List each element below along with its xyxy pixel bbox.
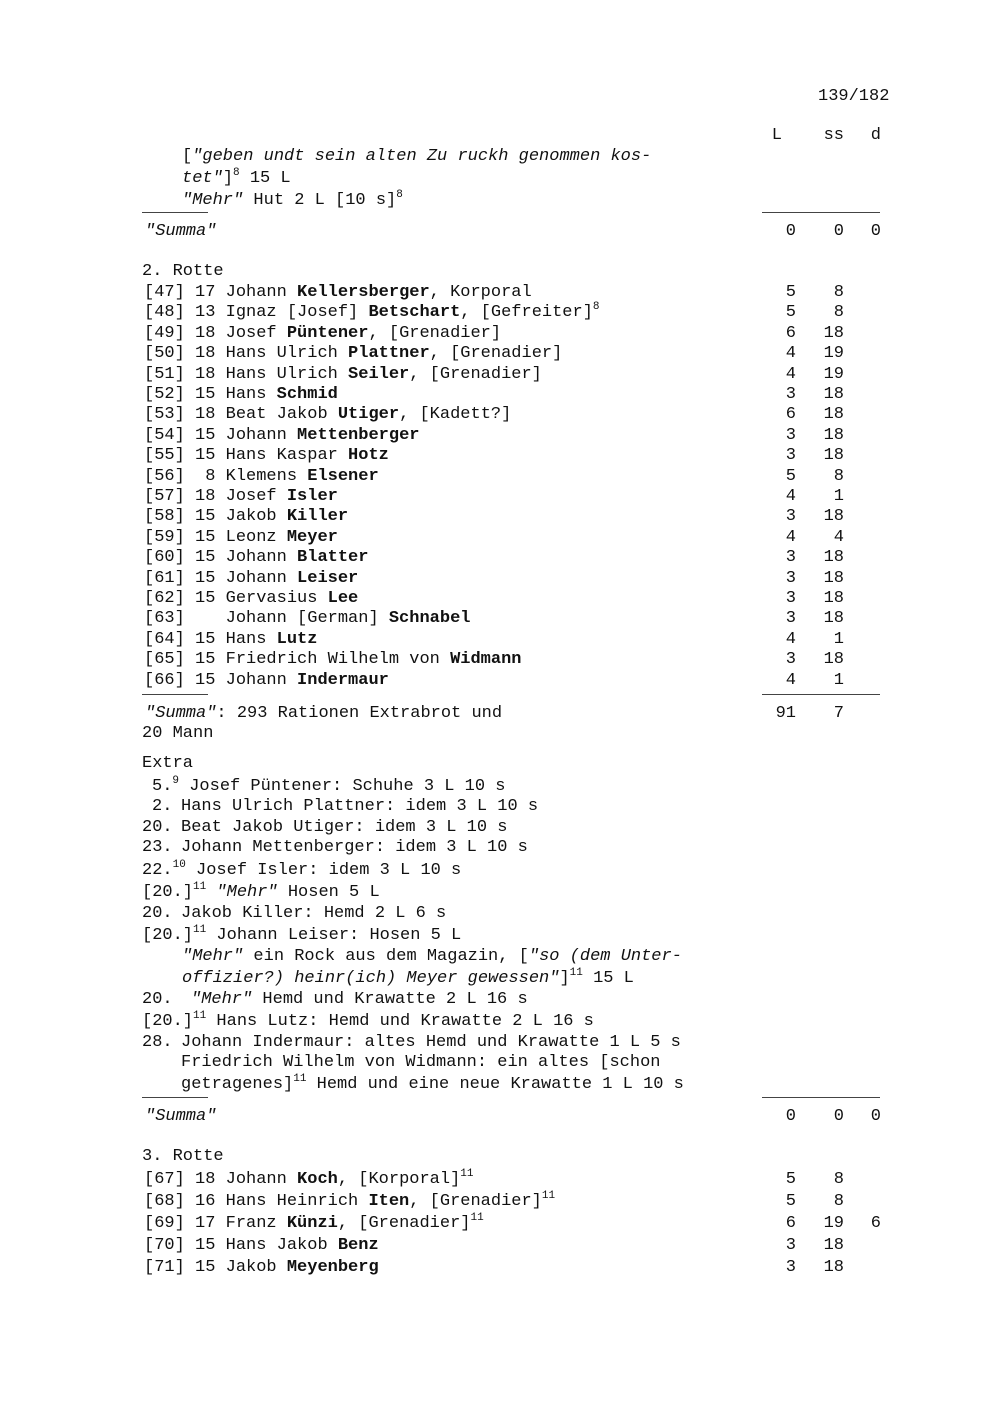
- value-l: 4: [785, 344, 796, 364]
- mehr-label: "Mehr": [182, 191, 244, 210]
- list-item: [144, 609, 470, 629]
- value-l: 3: [785, 1236, 796, 1255]
- extra-line-text: Hans Ulrich Plattner: idem 3 L 10 s: [181, 797, 539, 816]
- entry-first-name: Johann: [225, 670, 287, 690]
- list-item: [144, 405, 511, 425]
- value-ss: 4: [833, 527, 844, 547]
- entry-surname: Meyenberg: [286, 1258, 379, 1277]
- value-l: 4: [785, 487, 796, 506]
- page-number: 139/182: [818, 87, 890, 106]
- entry-first-name: Josef: [225, 487, 277, 506]
- list-item: [144, 671, 389, 691]
- extra-line: 23.: [142, 838, 173, 857]
- value-l: 3: [785, 650, 796, 670]
- entry-age: [195, 609, 215, 628]
- entry-first-name: Johann: [225, 568, 287, 588]
- value-l: 4: [785, 670, 796, 690]
- extra-line-text: Johann Mettenberger: idem 3 L 10 s: [181, 838, 528, 857]
- value-ss: 8: [833, 303, 844, 323]
- extra-line-text: "Mehr" Hemd und Krawatte 2 L 16 s: [191, 990, 528, 1009]
- value-ss: 1: [833, 670, 844, 690]
- value-ss: 8: [833, 1192, 844, 1211]
- entry-first-name: Friedrich Wilhelm von: [225, 650, 440, 670]
- col-header-d: d: [870, 126, 881, 145]
- entry-number: [50]: [144, 344, 185, 364]
- entry-first-name: Josef: [225, 323, 277, 343]
- entry-surname: Benz: [337, 1236, 379, 1255]
- list-item: [144, 650, 522, 670]
- summa-label: "Summa": [145, 704, 217, 723]
- entry-surname: Blatter: [297, 548, 369, 568]
- entry-age: 18: [195, 364, 216, 384]
- footnote-ref: 10: [172, 859, 186, 871]
- entry-age: 18: [195, 487, 216, 506]
- entry-surname: Plattner: [348, 344, 430, 364]
- entry-role: , Korporal: [429, 283, 532, 302]
- extra-line: 28.: [142, 1033, 173, 1052]
- amount: 15 L: [239, 169, 291, 188]
- intro-line-1: [182, 147, 651, 167]
- entry-number: [63]: [144, 609, 185, 629]
- entry-age: 18: [195, 1170, 216, 1189]
- value-l: 5: [785, 466, 796, 486]
- entry-number: [49]: [144, 323, 185, 343]
- entry-first-name: Hans Jakob: [225, 1236, 328, 1255]
- list-item: [144, 385, 338, 405]
- extra-line: 20.: [142, 990, 173, 1009]
- entry-surname: Utiger: [337, 405, 400, 425]
- value-l: 5: [785, 1192, 796, 1211]
- intro-line-2: [182, 169, 291, 189]
- entry-surname: Lee: [327, 589, 359, 608]
- value-ss: 18: [823, 589, 844, 608]
- list-item: [144, 630, 317, 650]
- entry-number: [54]: [144, 425, 185, 445]
- entry-first-name: Hans Heinrich: [225, 1192, 359, 1211]
- extra-line-text: Friedrich Wilhelm von Widmann: ein altes [schon: [181, 1053, 661, 1072]
- summa-label: "Summa": [145, 222, 217, 241]
- entry-surname: Hotz: [348, 446, 389, 466]
- value-l: 3: [785, 425, 796, 445]
- entry-number: [58]: [144, 507, 185, 527]
- entry-number: [51]: [144, 364, 185, 384]
- entry-number: [71]: [144, 1258, 185, 1277]
- footnote-ref: 11: [193, 1010, 207, 1022]
- value-l: 3: [785, 568, 796, 588]
- entry-age: 15: [195, 568, 216, 588]
- entry-number: [57]: [144, 487, 185, 506]
- divider-right: [762, 694, 880, 695]
- entry-surname: Betschart: [368, 303, 461, 323]
- entry-age: 15: [195, 425, 216, 445]
- value-l: 3: [785, 446, 796, 466]
- entry-number: [59]: [144, 527, 185, 547]
- footnote-ref: 8: [592, 301, 600, 314]
- entry-role: , [Gefreiter]: [460, 303, 593, 323]
- value-ss: 18: [823, 1236, 844, 1255]
- entry-age: 15: [195, 385, 216, 404]
- value-l: 5: [785, 1170, 796, 1189]
- extra-line-text: Jakob Killer: Hemd 2 L 6 s: [181, 904, 447, 923]
- summa-ss: 7: [833, 704, 844, 723]
- summa-2-line-1: [145, 704, 502, 724]
- entry-number: [52]: [144, 385, 185, 404]
- summa-2-line-2: 20 Mann: [142, 724, 214, 743]
- hut-text: Hut 2 L [10 s]: [243, 191, 397, 210]
- list-item: [144, 1192, 555, 1212]
- col-header-ss: ss: [823, 126, 844, 145]
- extra-line: 2.: [152, 797, 173, 816]
- entry-first-name: Hans Kaspar: [225, 446, 338, 466]
- entry-role: , [Kadett?]: [399, 405, 512, 425]
- value-l: 3: [785, 548, 796, 568]
- entry-number: [48]: [144, 303, 185, 323]
- entry-first-name: Beat Jakob: [225, 405, 328, 425]
- list-item: [144, 446, 389, 466]
- value-ss: 19: [823, 364, 844, 384]
- summa-label: "Summa": [145, 1107, 217, 1126]
- entry-role: , [Grenadier]: [409, 364, 542, 384]
- entry-surname: Püntener: [286, 323, 369, 343]
- entry-age: 18: [195, 344, 216, 364]
- summa-d: 0: [870, 222, 881, 241]
- entry-age: 15: [195, 1258, 216, 1277]
- entry-role: , [Korporal]: [337, 1170, 461, 1189]
- entry-first-name: Johann: [225, 1170, 287, 1189]
- entry-surname: Kellersberger: [297, 283, 430, 302]
- entry-age: 13: [195, 303, 216, 323]
- entry-number: [66]: [144, 670, 185, 690]
- entry-number: [65]: [144, 650, 185, 670]
- section-title-extra: Extra: [142, 754, 194, 773]
- entry-surname: Elsener: [307, 466, 379, 486]
- value-l: 3: [785, 589, 796, 608]
- extra-line: $[20.]^{11}$ Hans Lutz: Hemd und Krawatte 2 L 16 s: [142, 1010, 594, 1031]
- list-item: [144, 303, 600, 323]
- footnote-ref: 8: [233, 167, 240, 179]
- list-item: [144, 426, 419, 446]
- value-ss: 18: [823, 446, 844, 466]
- entry-first-name: Hans Ulrich: [225, 364, 338, 384]
- entry-role: , [Grenadier]: [337, 1214, 471, 1233]
- value-ss: 18: [823, 405, 844, 425]
- entry-surname: Lutz: [276, 629, 318, 649]
- entry-number: [70]: [144, 1236, 185, 1255]
- entry-surname: Killer: [286, 507, 349, 527]
- extra-line: $[20.]^{11}$ Johann Leiser: Hosen 5 L: [142, 924, 462, 945]
- entry-age: 17: [195, 283, 216, 302]
- quote-text: "geben undt sein alten Zu ruckh genommen kos-: [192, 147, 652, 166]
- entry-first-name: Jakob: [225, 507, 277, 527]
- list-item: [144, 569, 358, 589]
- list-item: [144, 283, 532, 303]
- footnote-ref: 11: [293, 1073, 307, 1085]
- entry-number: [47]: [144, 283, 185, 302]
- quote-text-end: tet": [182, 169, 223, 188]
- extra-line: 5.$^9$ Josef Püntener: Schuhe 3 L 10 s: [152, 775, 506, 796]
- entry-first-name: Hans: [225, 385, 267, 404]
- close-bracket: ]: [222, 169, 234, 188]
- entry-first-name: Hans: [225, 629, 267, 649]
- entry-first-name: Jakob: [225, 1258, 277, 1277]
- value-ss: 19: [823, 344, 844, 364]
- list-item: [144, 548, 368, 568]
- list-item: [144, 1170, 473, 1190]
- entry-role: , [Grenadier]: [429, 344, 563, 364]
- entry-age: 15: [195, 1236, 216, 1255]
- divider-left: [142, 1097, 208, 1098]
- entry-number: [60]: [144, 548, 185, 568]
- footnote-ref: 8: [396, 189, 403, 201]
- list-item: [144, 1258, 379, 1278]
- footnote-ref: 11: [541, 1190, 556, 1202]
- value-l: 5: [785, 303, 796, 323]
- value-ss: 18: [823, 323, 844, 343]
- value-ss: 19: [823, 1214, 844, 1233]
- entry-age: 15: [195, 527, 216, 547]
- summa-text: : 293 Rationen Extrabrot und: [216, 704, 503, 723]
- entry-first-name: Leonz: [225, 527, 277, 547]
- value-l: 6: [785, 323, 796, 343]
- list-item: [144, 344, 562, 364]
- entry-age: 18: [195, 323, 216, 343]
- value-l: 4: [785, 364, 796, 384]
- entry-surname: Meyer: [286, 527, 338, 547]
- value-ss: 18: [823, 568, 844, 588]
- value-l: 5: [785, 283, 796, 302]
- entry-number: [55]: [144, 446, 185, 466]
- entry-number: [68]: [144, 1192, 185, 1211]
- divider-right: [762, 1097, 880, 1098]
- footnote-ref: 11: [193, 881, 207, 893]
- entry-surname: Leiser: [297, 568, 359, 588]
- value-ss: 8: [833, 466, 844, 486]
- divider-left: [142, 212, 208, 213]
- entry-first-name: Ignaz [Josef]: [225, 303, 359, 323]
- entry-age: 15: [195, 589, 216, 608]
- entry-number: [67]: [144, 1170, 185, 1189]
- col-header-l: L: [771, 126, 782, 145]
- value-l: 3: [785, 385, 796, 404]
- entry-surname: Künzi: [286, 1214, 338, 1233]
- entry-number: [64]: [144, 629, 185, 649]
- value-ss: 18: [823, 425, 844, 445]
- value-d: 6: [870, 1214, 881, 1233]
- entry-surname: Koch: [297, 1170, 338, 1189]
- entry-age: 16: [195, 1192, 216, 1211]
- divider-right: [762, 212, 880, 213]
- entry-surname: Mettenberger: [297, 425, 420, 445]
- entry-number: [61]: [144, 568, 185, 588]
- entry-surname: Iten: [368, 1192, 410, 1211]
- value-ss: 18: [823, 650, 844, 670]
- entry-first-name: Johann [German]: [225, 609, 379, 629]
- entry-age: 17: [195, 1214, 216, 1233]
- entry-age: 15: [195, 507, 216, 527]
- value-l: 4: [785, 629, 796, 649]
- value-ss: 18: [823, 1258, 844, 1277]
- entry-surname: Isler: [286, 487, 338, 506]
- entry-surname: Seiler: [348, 364, 410, 384]
- summa-ss: 0: [833, 1107, 844, 1126]
- entry-first-name: Hans Ulrich: [225, 344, 338, 364]
- entry-number: [69]: [144, 1214, 185, 1233]
- entry-role: , [Grenadier]: [409, 1192, 542, 1211]
- entry-number: [53]: [144, 405, 185, 425]
- value-l: 6: [785, 1214, 796, 1233]
- entry-age: 8: [195, 466, 216, 486]
- entry-surname: Schmid: [276, 385, 338, 404]
- value-ss: 18: [823, 609, 844, 629]
- footnote-ref: 11: [569, 967, 583, 979]
- footnote-ref: 11: [460, 1168, 474, 1180]
- list-item: [144, 324, 501, 344]
- value-l: 3: [785, 609, 796, 629]
- section-title-rotte-2: 2. Rotte: [142, 262, 224, 281]
- value-ss: 1: [833, 629, 844, 649]
- extra-line: $[20.]^{11}$ "Mehr" Hosen 5 L: [142, 881, 380, 902]
- list-item: [144, 1236, 379, 1256]
- extra-line: 22.10 Josef Isler: idem 3 L 10 s: [142, 859, 462, 880]
- entry-first-name: Johann: [225, 283, 287, 302]
- value-l: 3: [785, 507, 796, 527]
- entry-age: 15: [195, 629, 216, 649]
- value-ss: 18: [823, 507, 844, 527]
- entry-number: [62]: [144, 589, 185, 608]
- extra-line: 20.: [142, 904, 173, 923]
- entry-surname: Widmann: [450, 650, 522, 670]
- list-item: [144, 487, 338, 507]
- summa-l: 91: [775, 704, 796, 723]
- footnote-ref: 11: [470, 1212, 484, 1224]
- entry-age: 15: [195, 670, 216, 690]
- value-ss: 8: [833, 1170, 844, 1189]
- footnote-ref: 11: [193, 924, 207, 936]
- entry-surname: Indermaur: [297, 670, 389, 690]
- value-ss: 18: [823, 385, 844, 404]
- intro-line-3: [182, 191, 403, 211]
- list-item: [144, 467, 379, 487]
- value-l: 6: [785, 405, 796, 425]
- value-l: 3: [785, 1258, 796, 1277]
- open-bracket: [: [182, 147, 193, 166]
- entry-first-name: Franz: [225, 1214, 277, 1233]
- entry-number: [56]: [144, 466, 185, 486]
- extra-line-text: Johann Indermaur: altes Hemd und Krawatte 1 L 5 s: [181, 1033, 681, 1052]
- summa-l: 0: [785, 1107, 796, 1126]
- entry-role: , [Grenadier]: [368, 323, 502, 343]
- list-item: [144, 589, 358, 609]
- list-item: [144, 365, 542, 385]
- extra-line: 20.: [142, 818, 173, 837]
- value-l: 4: [785, 527, 796, 547]
- summa-d: 0: [870, 1107, 881, 1126]
- footnote-ref: 9: [172, 775, 180, 787]
- extra-line: "Mehr" ein Rock aus dem Magazin, ["so (dem Unter-: [182, 947, 682, 966]
- entry-first-name: Johann: [225, 425, 287, 445]
- entry-age: 15: [195, 650, 216, 670]
- extra-line-text: getragenes]$^{11}$ Hemd und eine neue Krawatte 1 L 10 s: [181, 1073, 684, 1094]
- entry-surname: Schnabel: [388, 609, 471, 629]
- divider-left: [142, 694, 208, 695]
- summa-ss: 0: [833, 222, 844, 241]
- entry-first-name: Johann: [225, 548, 287, 568]
- entry-age: 15: [195, 548, 216, 568]
- section-title-rotte-3: 3. Rotte: [142, 1147, 224, 1166]
- entry-age: 18: [195, 405, 216, 425]
- extra-line: offizier?) heinr(ich) Meyer gewessen"]$^{11}$ 15 L: [182, 967, 634, 988]
- extra-line-text: Beat Jakob Utiger: idem 3 L 10 s: [181, 818, 508, 837]
- value-ss: 1: [833, 487, 844, 506]
- list-item: [144, 507, 348, 527]
- entry-first-name: Klemens: [225, 466, 298, 486]
- entry-age: 15: [195, 446, 216, 466]
- list-item: [144, 1214, 484, 1234]
- value-ss: 18: [823, 548, 844, 568]
- list-item: [144, 528, 338, 548]
- summa-l: 0: [785, 222, 796, 241]
- entry-first-name: Gervasius: [225, 589, 318, 608]
- value-ss: 8: [833, 283, 844, 302]
